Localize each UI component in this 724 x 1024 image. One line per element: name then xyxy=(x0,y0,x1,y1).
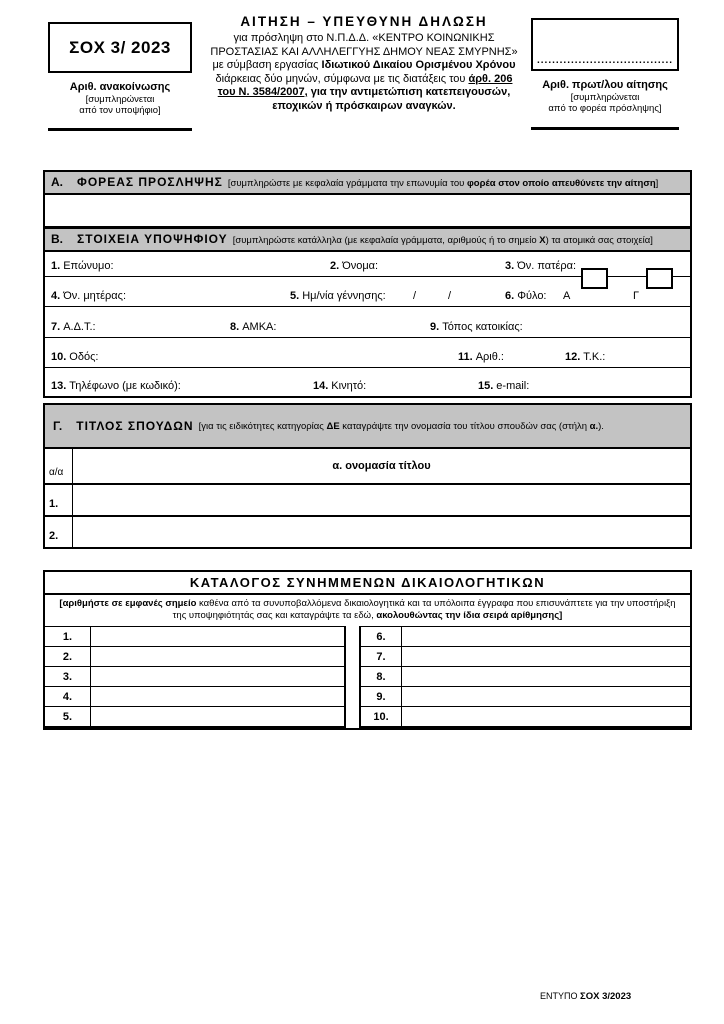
attachment-row xyxy=(45,627,344,647)
hint-close: ] xyxy=(655,178,659,189)
attachment-row xyxy=(45,687,344,707)
hint-close: ). xyxy=(598,420,604,432)
field-label: Όν. πατέρα: xyxy=(517,260,577,272)
note-line2: από τον υποψήφιο] xyxy=(79,105,161,116)
qualification-row xyxy=(45,485,690,517)
field-residence xyxy=(430,321,523,333)
field-num: 3. xyxy=(505,260,515,272)
attachments-list-left xyxy=(45,626,346,728)
hint-text: [συμπληρώστε με κεφαλαία γράμματα την επωνυμία του xyxy=(227,178,467,189)
announcement-note xyxy=(48,94,192,116)
field-num: 1. xyxy=(51,260,61,272)
attachment-row xyxy=(361,687,690,707)
footer-prefix: ΕΝΤΥΠΟ xyxy=(540,991,581,1001)
section-b-title: ΣΤΟΙΧΕΙΑ ΥΠΟΨΗΦΙΟΥ xyxy=(77,232,228,246)
field-num: 11. xyxy=(458,351,473,363)
attachment-row xyxy=(45,667,344,687)
section-c-letter: Γ. xyxy=(53,419,63,433)
field-label: Τηλέφωνο (με κωδικό): xyxy=(69,380,181,392)
note-line2: από το φορέα πρόσληψης] xyxy=(548,103,662,114)
field-num: 9. xyxy=(430,321,440,333)
row-number: 10. xyxy=(361,707,402,726)
field-gender xyxy=(505,290,547,302)
attachment-input[interactable] xyxy=(91,647,344,666)
form-code-box xyxy=(48,22,192,73)
attachment-row xyxy=(45,707,344,726)
column-header-index: α/α xyxy=(45,449,73,483)
qualifications-table-header xyxy=(45,449,690,485)
attachment-input[interactable] xyxy=(91,687,344,706)
field-label: Α.Δ.Τ.: xyxy=(63,321,96,333)
row-number: 3. xyxy=(45,667,91,686)
note-line1: [συμπληρώνεται xyxy=(85,94,155,105)
field-num: 12. xyxy=(565,351,581,363)
subtitle-text: για πρόσληψη στο Ν.Π.Δ.Δ. «ΚΕΝΤΡΟ ΚΟΙΝΩΝΙΚΗΣ ΠΡΟΣΤΑΣΙΑΣ ΚΑΙ ΑΛΛΗΛΕΓΓΥΗΣ ΔΗΜΟΥ ΝΕΑΣ ΣΜΥΡΝΗΣ» με σύμβαση εργασίας xyxy=(210,32,518,71)
field-label: Ημ/νία γέννησης: xyxy=(302,290,386,302)
field-amka xyxy=(230,321,276,333)
section-a-hiring-body xyxy=(43,170,692,228)
row-number: 4. xyxy=(45,687,91,706)
field-num: 10. xyxy=(51,351,67,363)
attachments-list xyxy=(45,626,690,728)
field-label: Όν. μητέρας: xyxy=(63,290,126,302)
field-num: 7. xyxy=(51,321,61,333)
row-number: 1. xyxy=(45,485,73,515)
field-num: 8. xyxy=(230,321,240,333)
qualification-title-input[interactable] xyxy=(73,485,690,515)
row-number: 8. xyxy=(361,667,402,686)
protocol-number-box[interactable] xyxy=(531,18,679,71)
field-label: Κινητό: xyxy=(331,380,367,392)
field-num: 14. xyxy=(313,380,329,392)
date-separator: / xyxy=(413,290,417,302)
gender-female-checkbox[interactable] xyxy=(646,268,673,289)
section-a-header xyxy=(45,172,690,195)
protocol-note xyxy=(531,92,679,114)
section-a-letter: Α. xyxy=(51,175,63,189)
subtitle-text-mid: διάρκειας δύο μηνών, σύμφωνα με τις διατάξεις του xyxy=(215,72,469,85)
form-subtitle xyxy=(210,32,518,113)
row-number: 5. xyxy=(45,707,91,726)
field-birthdate xyxy=(290,290,386,302)
field-mobile xyxy=(313,380,366,392)
subtitle-bold-purpose: για την αντιμετώπιση κατεπειγουσών, εποχικών ή πρόσκαιρων αναγκών. xyxy=(272,86,511,112)
hiring-body-input-area[interactable] xyxy=(45,195,690,226)
attachments-catalogue xyxy=(43,570,692,730)
row-number: 2. xyxy=(45,517,73,547)
attachment-row xyxy=(361,647,690,667)
section-b-hint xyxy=(233,235,653,246)
attachment-input[interactable] xyxy=(402,707,690,726)
footer-form-code: ΣΟΧ 3/2023 xyxy=(580,991,632,1002)
field-label: Φύλο: xyxy=(517,290,547,302)
hint-bold: Χ xyxy=(539,235,546,246)
attachment-input[interactable] xyxy=(402,627,690,646)
field-postal-code xyxy=(565,351,605,363)
field-id-card xyxy=(51,321,96,333)
gender-female-label: Γ xyxy=(633,290,640,302)
attachment-input[interactable] xyxy=(91,667,344,686)
field-num: 2. xyxy=(330,260,340,272)
attachment-input[interactable] xyxy=(91,707,344,726)
field-label: Οδός: xyxy=(69,351,99,363)
column-header-title-name: α. ονομασία τίτλου xyxy=(332,460,431,472)
row-number: 2. xyxy=(45,647,91,666)
field-email xyxy=(478,380,529,392)
hint-bold: φορέα στον οποίο απευθύνετε την αίτηση xyxy=(466,178,656,189)
field-mother-name xyxy=(51,290,126,302)
row-number: 6. xyxy=(361,627,402,646)
hint-bold: [αριθμήστε σε εμφανές σημείο xyxy=(59,598,197,609)
section-c-hint xyxy=(199,421,604,432)
hint-bold: α. xyxy=(589,420,599,432)
protocol-dotted-line: .................................... xyxy=(536,55,674,66)
column-gap xyxy=(346,626,359,728)
field-street-number xyxy=(458,351,504,363)
field-label: e-mail: xyxy=(496,380,530,392)
attachment-row xyxy=(361,627,690,647)
hint-text: [για τις ειδικότητες κατηγορίας xyxy=(198,420,327,432)
row-number: 9. xyxy=(361,687,402,706)
section-b-letter: Β. xyxy=(51,232,63,246)
announcement-number-block xyxy=(48,22,192,131)
section-c-header xyxy=(45,405,690,449)
field-label: Επώνυμο: xyxy=(63,260,114,272)
hint-text: [συμπληρώστε κατάλληλα (με κεφαλαία γράμματα, αριθμούς ή το σημείο xyxy=(232,235,540,246)
field-name xyxy=(330,260,378,272)
attachment-input[interactable] xyxy=(91,627,344,646)
hint-bold: ακολουθώντας την ίδια σειρά αρίθμησης] xyxy=(376,610,563,621)
field-num: 13. xyxy=(51,380,67,392)
attachment-input[interactable] xyxy=(402,667,690,686)
date-separator: / xyxy=(448,290,452,302)
field-label: Αριθ.: xyxy=(475,351,504,363)
note-line1: [συμπληρώνεται xyxy=(570,92,640,103)
subtitle-law-reference: άρθ. 206 του Ν. 3584/2007, xyxy=(217,72,513,98)
subtitle-bold-contract: Ιδιωτικού Δικαίου Ορισμένου Χρόνου xyxy=(321,59,516,71)
announcement-number-label: Αριθ. ανακοίνωσης xyxy=(69,81,171,93)
field-num: 4. xyxy=(51,290,61,302)
field-surname xyxy=(51,260,114,272)
gender-male-label: Α xyxy=(563,290,571,302)
section-c-title: ΤΙΤΛΟΣ ΣΠΟΥΔΩΝ xyxy=(76,419,194,433)
protocol-number-label: Αριθ. πρωτ/λου αίτησης xyxy=(542,79,668,91)
b-row-birth-gender[interactable] xyxy=(45,277,690,307)
section-b-candidate-details xyxy=(43,227,692,398)
section-a-hint xyxy=(228,178,658,189)
b-row-contact[interactable] xyxy=(45,368,690,396)
form-footer xyxy=(540,991,631,1002)
field-label: ΑΜΚΑ: xyxy=(242,321,277,333)
form-title: ΑΙΤΗΣΗ – ΥΠΕΥΘΥΝΗ ΔΗΛΩΣΗ xyxy=(240,14,488,29)
field-num: 15. xyxy=(478,380,494,392)
field-label: Τόπος κατοικίας: xyxy=(442,321,523,333)
attachments-title: ΚΑΤΑΛΟΓΟΣ ΣΥΝΗΜΜΕΝΩΝ ΔΙΚΑΙΟΛΟΓΗΤΙΚΩΝ xyxy=(45,572,690,595)
field-label: Τ.Κ.: xyxy=(583,351,606,363)
field-num: 5. xyxy=(290,290,300,302)
b-row-id[interactable] xyxy=(45,307,690,338)
hint-close: ) τα ατομικά σας στοιχεία] xyxy=(545,235,653,246)
section-c-qualifications xyxy=(43,403,692,549)
attachments-hint xyxy=(45,595,690,626)
hint-text-mid: καταγράψτε την ονομασία του τίτλου σπουδών σας (στήλη xyxy=(339,420,590,432)
field-father-name xyxy=(505,260,576,272)
row-number: 1. xyxy=(45,627,91,646)
form-title-block xyxy=(210,14,518,113)
hint-bold: ΔΕ xyxy=(326,420,340,432)
attachment-row xyxy=(361,667,690,687)
attachment-row xyxy=(361,707,690,726)
protocol-fill-line[interactable] xyxy=(531,127,679,130)
field-label: Όνομα: xyxy=(342,260,379,272)
qualification-title-input[interactable] xyxy=(73,517,690,547)
attachment-input[interactable] xyxy=(402,687,690,706)
field-street xyxy=(51,351,98,363)
section-a-title: ΦΟΡΕΑΣ ΠΡΟΣΛΗΨΗΣ xyxy=(77,175,223,189)
field-num: 6. xyxy=(505,290,515,302)
gender-male-checkbox[interactable] xyxy=(581,268,608,289)
b-row-address[interactable] xyxy=(45,338,690,368)
attachment-row xyxy=(45,647,344,667)
hint-text: καθένα από τα συνυποβαλλόμενα δικαιολογητικά και τα υπόλοιπα έγγραφα που επισυνάπτετε για την υποστήριξη της υποψηφιότητάς σας και καταγράψτε τα εδώ, xyxy=(172,598,676,621)
announcement-fill-line[interactable] xyxy=(48,128,192,131)
form-code: ΣΟΧ 3/ 2023 xyxy=(69,37,171,57)
protocol-number-block xyxy=(531,18,679,130)
row-number: 7. xyxy=(361,647,402,666)
qualification-row xyxy=(45,517,690,547)
attachments-list-right xyxy=(359,626,690,728)
field-phone xyxy=(51,380,181,392)
attachment-input[interactable] xyxy=(402,647,690,666)
section-b-header xyxy=(45,229,690,252)
